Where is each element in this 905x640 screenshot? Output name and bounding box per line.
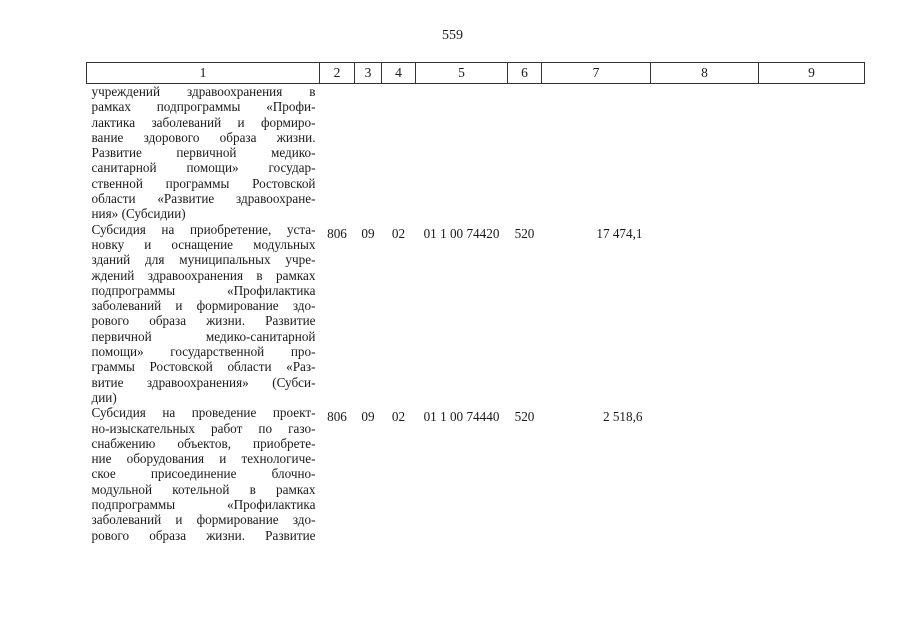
description-line: области «Развитие здравоохране- [91, 191, 316, 207]
amount-value-3 [759, 84, 865, 222]
description-line: лактика заболеваний и формиро- [91, 114, 316, 130]
ministry-code: 806 [327, 225, 347, 241]
amount-value [542, 84, 651, 222]
budget-table [86, 62, 865, 543]
description-line: первичной медико-санитарной [91, 328, 316, 344]
description-line: граммы Ростовской области «Раз- [91, 359, 316, 375]
row-description [87, 84, 320, 222]
description-line: рового образа жизни. Развитие [91, 313, 316, 329]
description-line: Субсидия на проведение проект- [91, 405, 316, 421]
description-line: новку и оснащение модульных [91, 236, 316, 252]
description-line: подпрограммы «Профилактика [91, 282, 316, 298]
description-line: но-изыскательных работ по газо- [91, 420, 316, 436]
section-code: 09 [361, 225, 375, 241]
description-line: дии) [91, 389, 117, 405]
subsection-code [382, 84, 416, 222]
description-line: ждений здравоохранения в рамках [91, 267, 316, 283]
amount-value: 2 518,6 [602, 409, 643, 425]
section-code: 09 [361, 409, 375, 425]
row-description [87, 222, 320, 406]
target-article-code [416, 84, 508, 222]
description-line: ское присоединение блочно- [91, 466, 316, 482]
description-line: заболеваний и формирование здо- [91, 512, 316, 528]
column-header: 7 [542, 63, 651, 84]
description-line: санитарной помощи» государ- [91, 160, 316, 176]
expense-type-code [508, 84, 542, 222]
column-header: 3 [355, 63, 382, 84]
target-article-code: 01 1 00 74420 [423, 225, 500, 241]
description-line: ние оборудования и технологиче- [91, 451, 316, 467]
subsection-code: 02 [391, 225, 406, 241]
description-line: подпрограммы «Профилактика [91, 497, 316, 513]
column-header: 8 [651, 63, 759, 84]
amount-value: 17 474,1 [596, 225, 643, 241]
description-line: Субсидия на приобретение, уста- [91, 221, 316, 237]
section-code [355, 84, 382, 222]
description-line: ния» (Субсидии) [91, 206, 186, 222]
ministry-code [320, 84, 355, 222]
table-row [87, 222, 865, 406]
column-header: 4 [382, 63, 416, 84]
column-header: 6 [508, 63, 542, 84]
description-line: рамках подпрограммы «Профи- [91, 99, 316, 115]
amount-value-3 [759, 222, 865, 406]
description-line: учреждений здравоохранения в [91, 84, 316, 99]
target-article-code: 01 1 00 74440 [423, 409, 500, 425]
description-line: витие здравоохранения» (Субси- [91, 374, 316, 390]
description-line: зданий для муниципальных учре- [91, 252, 316, 268]
amount-value-2 [651, 84, 759, 222]
page-number: 559 [442, 28, 463, 43]
amount-value-2 [651, 405, 759, 543]
column-header: 9 [759, 63, 865, 84]
subsection-code: 02 [391, 409, 406, 425]
column-number-header-row [87, 63, 865, 84]
expense-type-code: 520 [514, 409, 535, 425]
column-header: 2 [320, 63, 355, 84]
table-row [87, 405, 865, 543]
description-line: помощи» государственной про- [91, 344, 316, 360]
column-header: 1 [87, 63, 320, 84]
ministry-code: 806 [327, 409, 347, 425]
row-description [87, 405, 320, 543]
description-line: Развитие первичной медико- [91, 145, 316, 161]
description-line: заболеваний и формирование здо- [91, 298, 316, 314]
description-line: рового образа жизни. Развитие [91, 527, 316, 543]
amount-value-3 [759, 405, 865, 543]
table-row [87, 84, 865, 222]
description-line: модульной котельной в рамках [91, 481, 316, 497]
description-line: вание здорового образа жизни. [91, 129, 316, 145]
amount-value-2 [651, 222, 759, 406]
expense-type-code: 520 [514, 225, 535, 241]
description-line: ственной программы Ростовской [91, 175, 316, 191]
description-line: снабжению объектов, приобрете- [91, 435, 316, 451]
column-header: 5 [416, 63, 508, 84]
